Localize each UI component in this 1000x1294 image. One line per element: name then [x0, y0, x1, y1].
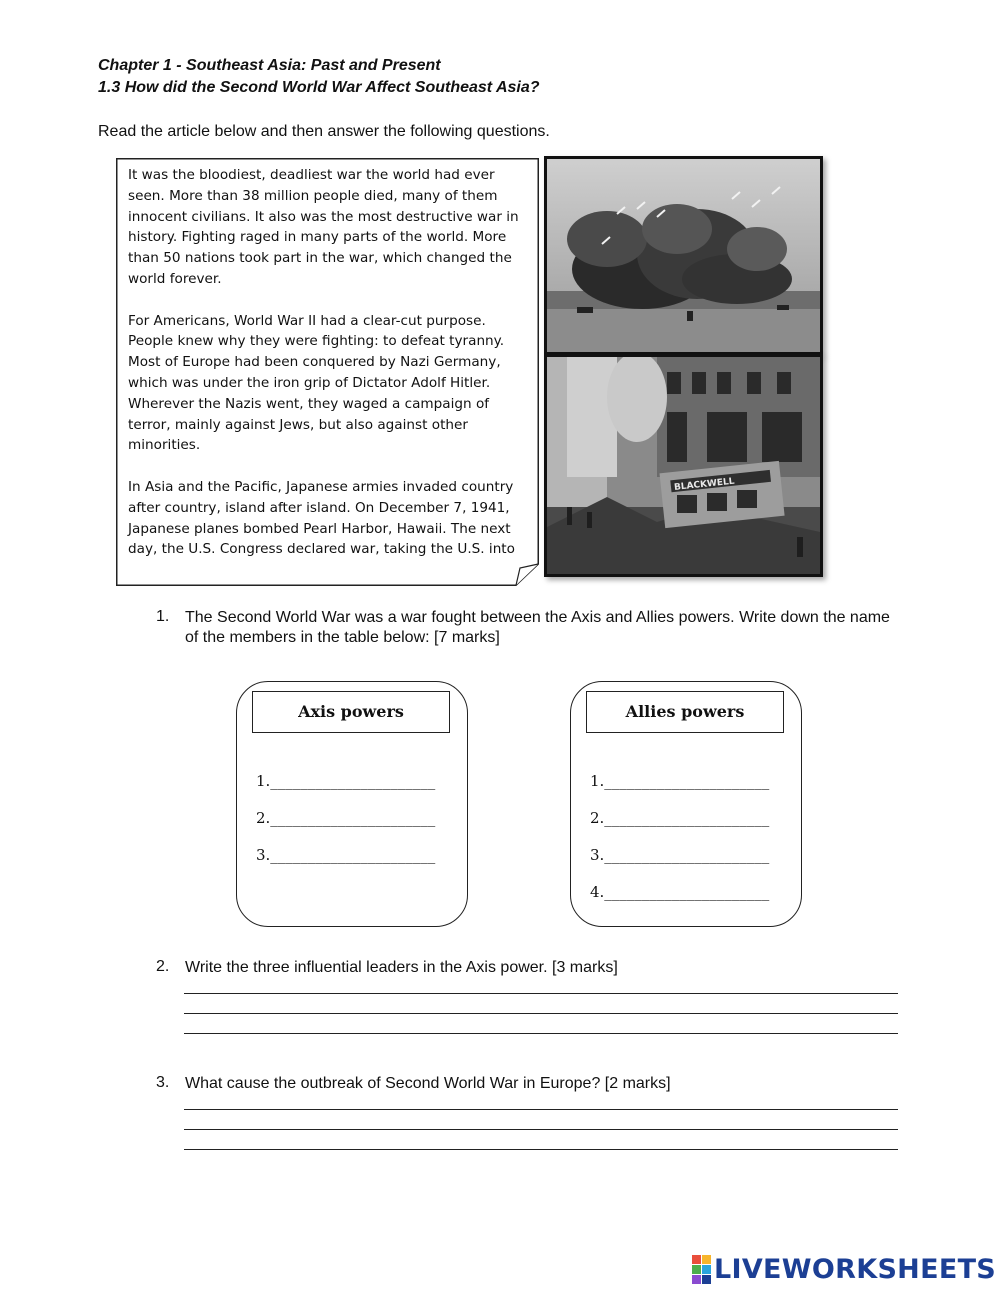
axis-answer-1[interactable]: 1.______________________	[256, 772, 436, 790]
allies-powers-box	[570, 681, 802, 927]
answer-line[interactable]	[184, 1013, 898, 1014]
logo-blocks-icon	[692, 1255, 711, 1284]
chapter-title: Chapter 1 - Southeast Asia: Past and Present	[98, 57, 441, 74]
axis-answer-2[interactable]: 2.______________________	[256, 809, 436, 827]
axis-answer-3[interactable]: 3.______________________	[256, 846, 436, 864]
answer-line[interactable]	[184, 1129, 898, 1130]
answer-line[interactable]	[184, 1149, 898, 1150]
allies-answer-2[interactable]: 2.______________________	[590, 809, 770, 827]
logo-text: LIVEWORKSHEETS	[714, 1253, 997, 1285]
article-paragraph: It was the bloodiest, deadliest war the world had ever seen. More than 38 million people died, many of them innocent civilians. It also was the most destructive war in history. Fighting raged in many parts of the world. More than 50 nations took part in the war, which changed the world forever.	[128, 167, 519, 287]
axis-powers-title: Axis powers	[252, 691, 450, 733]
question-number: 2.	[156, 958, 170, 975]
bus-sign-text: BLACKWELL	[673, 476, 735, 493]
instruction-text: Read the article below and then answer the following questions.	[98, 123, 550, 140]
bombed-street-photo	[544, 354, 823, 577]
answer-line[interactable]	[184, 993, 898, 994]
question-text: Write the three influential leaders in the Axis power. [3 marks]	[185, 959, 618, 976]
allies-powers-title: Allies powers	[586, 691, 784, 733]
allies-answer-4[interactable]: 4.______________________	[590, 883, 770, 901]
allies-answer-1[interactable]: 1.______________________	[590, 772, 770, 790]
answer-line[interactable]	[184, 1033, 898, 1034]
answer-line[interactable]	[184, 1109, 898, 1110]
liveworksheets-logo	[692, 1253, 996, 1285]
article-note-box	[116, 158, 540, 586]
section-title: 1.3 How did the Second World War Affect Southeast Asia?	[98, 79, 540, 96]
article-paragraph: For Americans, World War II had a clear-cut purpose. People knew why they were fighting: to defeat tyranny. Most of Europe had been conquered by Nazi Germany, which was under the iron grip of Dictator Adolf Hitler. Wherever the Nazis went, they waged a campaign of terror, mainly against Jews, but also against other minorities.	[128, 312, 505, 454]
question-text: What cause the outbreak of Second World War in Europe? [2 marks]	[185, 1075, 671, 1092]
question-number: 1.	[156, 608, 170, 625]
article-paragraph: In Asia and the Pacific, Japanese armies invaded country after country, island after island. On December 7, 1941, Japanese planes bombed Pearl Harbor, Hawaii. The next day, the U.S. Congress declared war, taking the U.S. into	[128, 478, 515, 558]
battle-explosion-photo	[544, 156, 823, 355]
axis-powers-box	[236, 681, 468, 927]
article-text	[128, 165, 528, 581]
allies-answer-3[interactable]: 3.______________________	[590, 846, 770, 864]
question-text: The Second World War was a war fought between the Axis and Allies powers. Write down the name of the members in the table below: [7 marks]	[185, 609, 890, 646]
question-number: 3.	[156, 1074, 170, 1091]
